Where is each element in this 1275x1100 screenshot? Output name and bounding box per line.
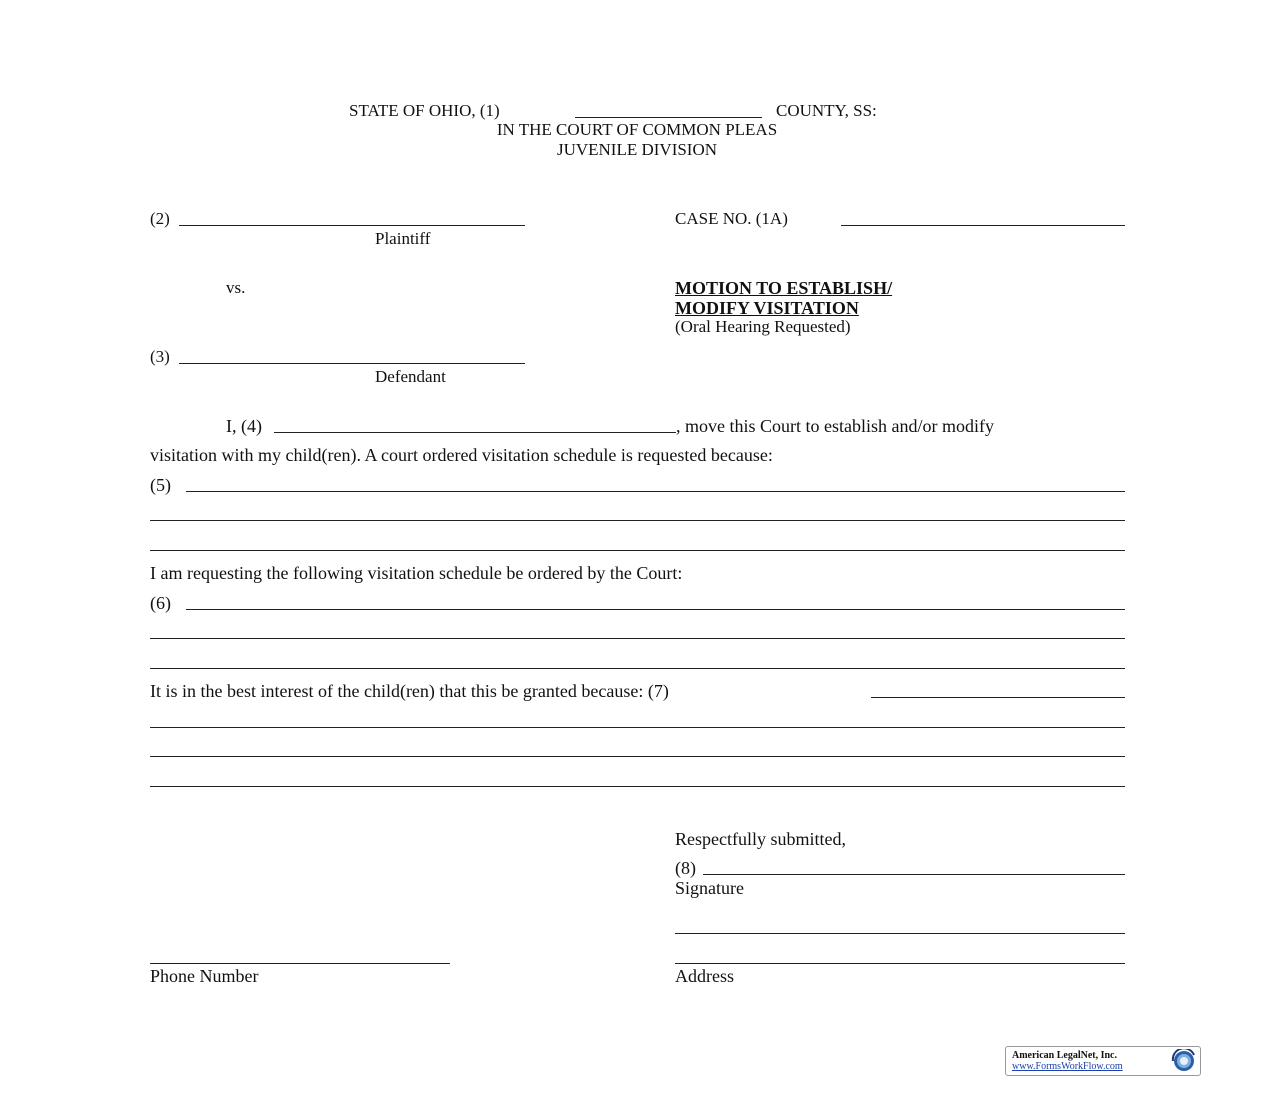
plaintiff-number: (2) <box>150 209 170 228</box>
american-legalnet-badge[interactable] <box>1005 1046 1201 1076</box>
phone-field[interactable] <box>150 963 450 964</box>
interest-text: It is in the best interest of the child(ren) that this be granted because: (7) <box>150 681 669 701</box>
defendant-label: Defendant <box>375 367 446 386</box>
schedule-field-line2[interactable] <box>150 638 1125 639</box>
schedule-field-line3[interactable] <box>150 668 1125 669</box>
badge-company: American LegalNet, Inc. <box>1012 1050 1117 1061</box>
motion-title-line2: MODIFY VISITATION <box>675 298 859 318</box>
signature-label: Signature <box>675 878 744 898</box>
plaintiff-label: Plaintiff <box>375 229 431 248</box>
schedule-text: I am requesting the following visitation schedule be ordered by the Court: <box>150 563 683 583</box>
reason-field-line2[interactable] <box>150 520 1125 521</box>
signature-field[interactable] <box>703 874 1125 875</box>
schedule-field-line1[interactable] <box>186 609 1125 610</box>
motion-subtitle: (Oral Hearing Requested) <box>675 317 851 336</box>
defendant-number: (3) <box>150 347 170 366</box>
reason-field-line3[interactable] <box>150 550 1125 551</box>
versus-text: vs. <box>226 278 246 297</box>
interest-field-line1[interactable] <box>871 697 1125 698</box>
address-field-line2[interactable] <box>675 963 1125 964</box>
interest-field-line3[interactable] <box>150 756 1125 757</box>
schedule-number: (6) <box>150 593 171 613</box>
intro-line2: visitation with my child(ren). A court ordered visitation schedule is requested because: <box>150 445 773 465</box>
phone-label: Phone Number <box>150 966 259 986</box>
movant-name-field[interactable] <box>274 432 676 433</box>
respectfully-text: Respectfully submitted, <box>675 829 846 849</box>
intro-prefix: I, (4) <box>226 416 262 436</box>
county-field[interactable] <box>575 117 762 118</box>
reason-field-line1[interactable] <box>186 491 1125 492</box>
badge-url-link[interactable]: www.FormsWorkFlow.com <box>1012 1061 1123 1072</box>
interest-field-line2[interactable] <box>150 727 1125 728</box>
address-label: Address <box>675 966 734 986</box>
case-no-label: CASE NO. (1A) <box>675 209 788 228</box>
case-no-field[interactable] <box>841 225 1125 226</box>
intro-suffix: , move this Court to establish and/or modify <box>676 416 994 436</box>
header-state-prefix: STATE OF OHIO, (1) <box>349 101 500 120</box>
header-court: IN THE COURT OF COMMON PLEAS <box>496 120 778 139</box>
interest-field-line4[interactable] <box>150 786 1125 787</box>
plaintiff-field[interactable] <box>179 225 525 226</box>
defendant-field[interactable] <box>179 363 525 364</box>
reason-number: (5) <box>150 475 171 495</box>
signature-number: (8) <box>675 858 696 878</box>
motion-title-line1: MOTION TO ESTABLISH/ <box>675 278 893 298</box>
header-county-suffix: COUNTY, SS: <box>776 101 877 120</box>
header-division: JUVENILE DIVISION <box>556 140 718 159</box>
globe-logo-icon <box>1170 1049 1196 1073</box>
address-field-line1[interactable] <box>675 933 1125 934</box>
